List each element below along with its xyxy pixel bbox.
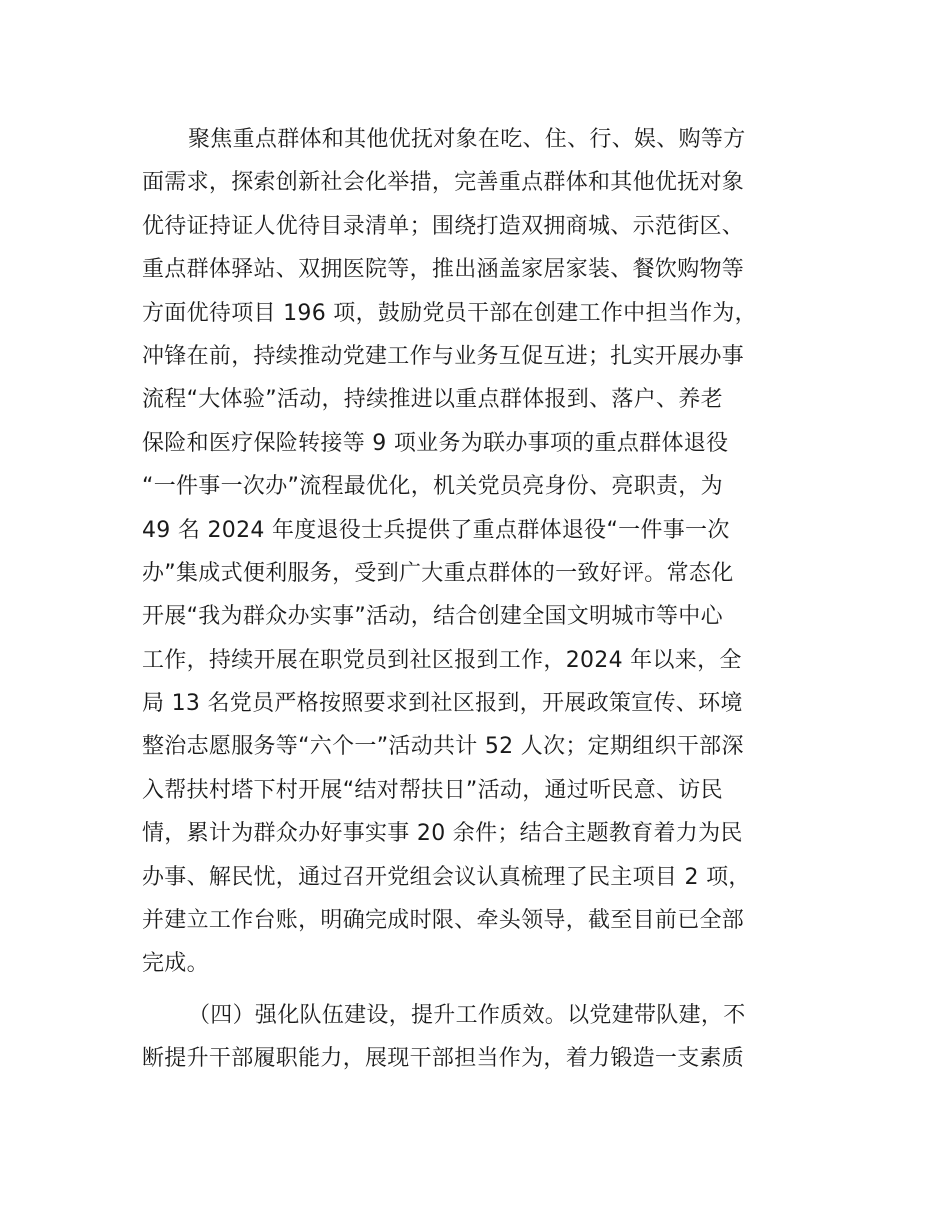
text-line: 重点群体驿站、双拥医院等，推出涵盖家居家装、餐饮购物等 — [142, 257, 745, 283]
text-line: 聚焦重点群体和其他优抚对象在吃、住、行、娱、购等方 — [188, 127, 746, 152]
text-line: 开展“我为群众办实事”活动，结合创建全国文明城市等中心 — [142, 604, 723, 630]
text-line: 整治志愿服务等“六个一”活动共计 52 人次；定期组织干部深 — [142, 734, 744, 760]
text-line: （四）强化队伍建设，提升工作质效。以党建带队建，不 — [188, 1002, 746, 1028]
text-line: 流程“大体验”活动，持续推进以重点群体报到、落户、养老 — [142, 387, 723, 413]
text-line: 并建立工作台账，明确完成时限、牵头领导，截至目前已全部 — [142, 908, 745, 934]
text-line: 49 名 2024 年度退役士兵提供了重点群体退役“一件事一次 — [142, 517, 730, 543]
text-line: 办”集成式便利服务，受到广大重点群体的一致好评。常态化 — [142, 560, 734, 586]
text-line: 工作，持续开展在职党员到社区报到工作，2024 年以来，全 — [142, 647, 742, 673]
text-line: 断提升干部履职能力，展现干部担当作为，着力锻造一支素质 — [142, 1046, 745, 1072]
text-line: 冲锋在前，持续推动党建工作与业务互促互进；扎实开展办事 — [142, 343, 745, 369]
text-line: “一件事一次办”流程最优化，机关党员亮身份、亮职责，为 — [142, 474, 723, 500]
paragraph-1 — [142, 118, 832, 986]
text-line: 面需求，探索创新社会化举措，完善重点群体和其他优抚对象 — [142, 170, 745, 196]
text-line: 入帮扶村塔下村开展“结对帮扶日”活动，通过听民意、访民 — [142, 777, 723, 803]
text-line: 局 13 名党员严格按照要求到社区报到，开展政策宣传、环境 — [142, 691, 743, 717]
paragraph-2 — [142, 994, 832, 1081]
text-line: 情，累计为群众办好事实事 20 余件；结合主题教育着力为民 — [142, 821, 743, 847]
text-line: 办事、解民忧，通过召开党组会议认真梳理了民主项目 2 项， — [142, 864, 751, 890]
text-line: 优待证持证人优待目录清单；围绕打造双拥商城、示范街区、 — [142, 213, 745, 239]
text-line: 保险和医疗保险转接等 9 项业务为联办事项的重点群体退役 — [142, 430, 729, 456]
text-line: 完成。 — [142, 951, 209, 977]
text-line: 方面优待项目 196 项，鼓励党员干部在创建工作中担当作为， — [142, 300, 757, 326]
body-text — [142, 118, 832, 1081]
paragraph-gap — [142, 986, 832, 994]
